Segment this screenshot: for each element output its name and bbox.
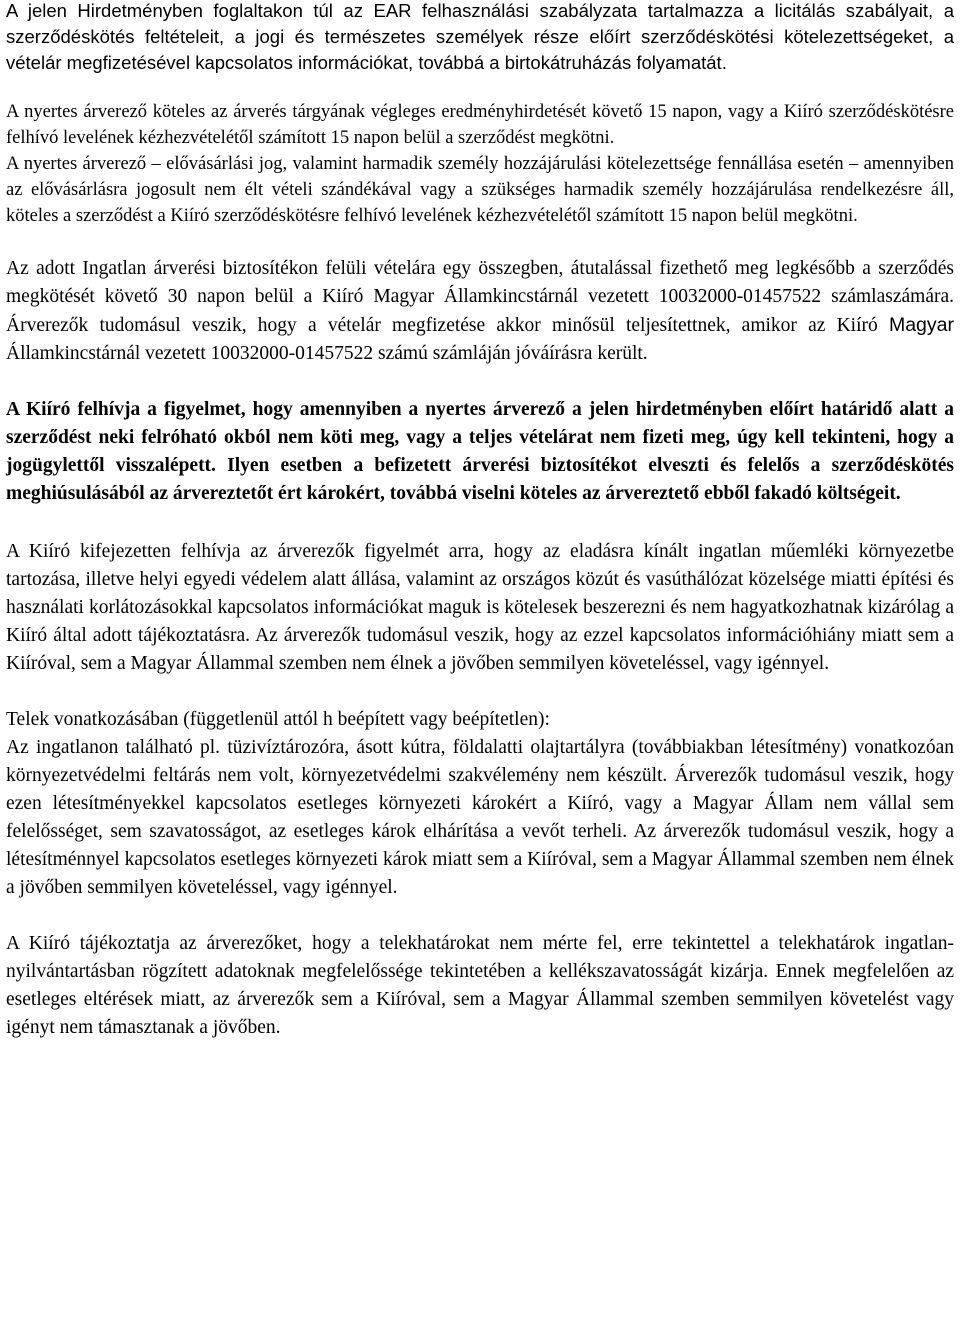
paragraph-land-heading: Telek vonatkozásában (függetlenül attól h beépített vagy beépítetlen): (6, 709, 550, 730)
paragraph-warning-bold: A Kiíró felhívja a figyelmet, hogy amennyiben a nyertes árverező a jelen hirdetményben előírt határidő alatt a szerződést neki felróható okból nem köti meg, vagy a teljes vételárat nem fizeti meg, úgy kell tekinteni, hogy a jogügylettől visszalépett. Ilyen esetben a befizetett árverési biztosítékot elveszti és felelős a szerződéskötés meghiúsulásából az árvereztetőt ért károkért, továbbá viselni köteles az árvereztető ebből fakadó költségeit. (6, 399, 954, 504)
payment-text-sans: Magyar (888, 314, 954, 336)
paragraph-payment-terms (6, 255, 954, 368)
paragraph-heritage-info: A Kiíró kifejezetten felhívja az árverezők figyelmét arra, hogy az eladásra kínált ingatlan műemléki környezetbe tartozása, illetve helyi egyedi védelem alatt állása, valamint az országos közút és vasúthálózat közelsége miatti építési és használati korlátozásokkal kapcsolatos információkat maguk is kötelesek beszerezni és nem hagyatkozhatnak kizárólag a Kiíró által adott tájékoztatásra. Az árverezők tudomásul veszik, hogy az ezzel kapcsolatos információhiány miatt sem a Kiíróval, sem a Magyar Állammal szemben nem élnek a jövőben semmilyen követeléssel, vagy igénnyel. (6, 541, 954, 674)
payment-text-part1: Az adott Ingatlan árverési biztosítékon felüli vételára egy összegben, átutalással fizethető meg legkésőbb a szerződés megkötését követő 30 napon belül a Kiíró Magyar Államkincstárnál vezetett 10032000-01457522 számlaszámára. Árverezők tudomásul veszik, hogy a vételár megfizetése akkor minősül teljesítettnek, amikor az Kiíró (6, 258, 954, 336)
paragraph-boundaries: A Kiíró tájékoztatja az árverezőket, hogy a telekhatárokat nem mérte fel, erre tekintettel a telekhatárok ingatlan-nyilvántartásban rögzített adatoknak megfelelőssége tekintetében a kellékszavatosságát kizárja. Ennek megfelelően az esetleges eltérések miatt, az árverezők sem a Kiíróval, sem a Magyar Állammal szemben semmilyen követelést vagy igényt nem támasztanak a jövőben. (6, 933, 954, 1038)
payment-text-part2: Államkincstárnál vezetett 10032000-01457522 számú számláján jóváírásra került. (6, 343, 648, 364)
paragraph-land-facilities: Az ingatlanon található pl. tüzivíztározóra, ásott kútra, földalatti olajtartályra (továbbiakban létesítmény) vonatkozóan környezetvédelmi feltárás nem volt, környezetvédelmi szakvélemény nem készült. Árverezők tudomásul veszik, hogy ezen létesítményekkel kapcsolatos esetleges környezeti károkért a Kiíró, vagy a Magyar Állam nem vállal sem felelősséget, sem szavatosságot, az esetleges károk elhárítása a vevőt terheli. Az árverezők tudomásul veszik, hogy a létesítménnyel kapcsolatos esetleges környezeti károk miatt sem a Kiíróval, sem a Magyar Állammal szemben nem élnek a jövőben semmilyen követeléssel, vagy igénnyel. (6, 737, 954, 898)
paragraph-ear-rules: A jelen Hirdetményben foglaltakon túl az EAR felhasználási szabályzata tartalmazza a licitálás szabályait, a szerződéskötés feltételeit, a jogi és természetes személyek része előírt szerződéskötési kötelezettségeket, a vételár megfizetésével kapcsolatos információkat, továbbá a birtokátruházás folyamatát. (6, 0, 954, 73)
document-page (6, 0, 954, 1042)
paragraph-preemption-right: A nyertes árverező – elővásárlási jog, valamint harmadik személy hozzájárulási kötelezettsége fennállása esetén – amennyiben az elővásárlásra jogosult nem élt vételi szándékával vagy a szükséges harmadik személy hozzájárulása rendelkezésre áll, köteles a szerződést a Kiíró szerződéskötésre felhívó levelének kézhezvételétől számított 15 napon belül megkötni. (6, 154, 954, 226)
paragraph-contract-deadline: A nyertes árverező köteles az árverés tárgyának végleges eredményhirdetését követő 15 napon, vagy a Kiíró szerződéskötésre felhívó levelének kézhezvételétől számított 15 napon belül a szerződést megkötni. (6, 102, 954, 148)
